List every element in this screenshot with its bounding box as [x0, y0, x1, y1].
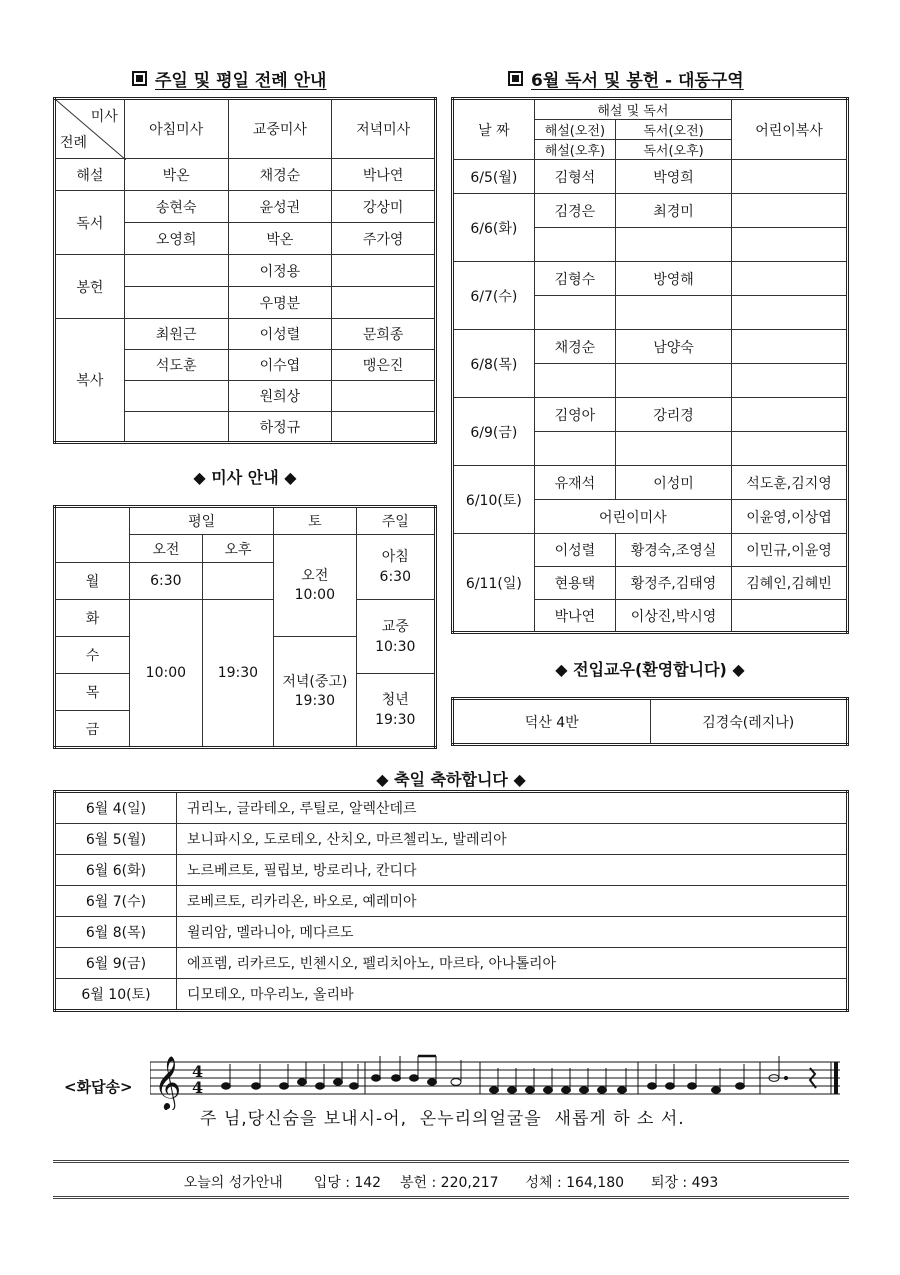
cell: 주가영: [332, 223, 436, 255]
cell: [732, 330, 848, 364]
liturgy-table: [53, 97, 437, 444]
col-header: 날 짜: [453, 99, 535, 160]
sun-1-cell: 아침 6:30: [356, 535, 435, 600]
hymn-recessional: 퇴장 : 493: [650, 1175, 719, 1191]
welcome-table: [451, 697, 849, 746]
feast-heading: ◆ 축일 축하합니다 ◆: [376, 770, 526, 789]
cell: [732, 160, 848, 194]
date-cell: 6/9(금): [453, 398, 535, 466]
col-header: 오후: [202, 535, 274, 563]
cell: [124, 412, 228, 443]
table-row: [55, 855, 848, 886]
cell: [732, 600, 848, 633]
table-row: [55, 948, 848, 979]
row-label: 독서: [55, 191, 125, 255]
weekday-am-cell: 10:00: [130, 600, 203, 748]
cell: 김형수: [534, 262, 615, 296]
col-header: 독서(오후): [616, 140, 732, 160]
row-label: 해설: [55, 159, 125, 191]
liturgy-heading: 주일 및 평일 전례 안내: [132, 66, 326, 91]
square-bullet-icon: [508, 71, 523, 86]
cell: 김영아: [534, 398, 615, 432]
cell: [732, 262, 848, 296]
table-row: [55, 792, 848, 824]
cell: 강리경: [616, 398, 732, 432]
date-cell: 6/10(토): [453, 466, 535, 534]
cell: 이성미: [616, 466, 732, 500]
sat-pm-cell: 저녁(중고) 19:30: [274, 637, 356, 748]
cell: [732, 398, 848, 432]
cell: 석도훈,김지영: [732, 466, 848, 500]
welcome-heading: ◆ 전입교우(환영합니다) ◆: [555, 660, 745, 679]
cell: 박나연: [534, 600, 615, 633]
cell: [732, 194, 848, 228]
cell: [732, 364, 848, 398]
welcome-area: 덕산 4반: [453, 699, 651, 745]
cell: 하정규: [228, 412, 332, 443]
cell: [732, 432, 848, 466]
cell: [124, 381, 228, 412]
cell: 우명분: [228, 287, 332, 319]
cell: [616, 296, 732, 330]
divider-bottom: [53, 1196, 849, 1199]
feast-date: 6월 5(월): [55, 824, 177, 855]
feast-names: 보니파시오, 도로테오, 산치오, 마르첼리노, 발레리아: [177, 824, 848, 855]
hymn-offertory: 봉헌 : 220,217: [400, 1175, 499, 1191]
cell: 방영해: [616, 262, 732, 296]
cell: [616, 432, 732, 466]
cell: [534, 228, 615, 262]
cell: 원희상: [228, 381, 332, 412]
row-label: 복사: [55, 319, 125, 443]
cell: 김경은: [534, 194, 615, 228]
cell: 박온: [124, 159, 228, 191]
cell: 박온: [228, 223, 332, 255]
cell: [616, 228, 732, 262]
day-label: 화: [55, 600, 130, 637]
corner-bottom-label: 전례: [60, 135, 88, 151]
row-label: 봉헌: [55, 255, 125, 319]
feast-date: 6월 6(화): [55, 855, 177, 886]
reading-schedule-table: [451, 97, 849, 634]
cell: 김형석: [534, 160, 615, 194]
cell: 이성렬: [534, 534, 615, 567]
cell: 문희종: [332, 319, 436, 350]
psalm-lyrics: 주 님,당신숨을 보내시-어, 온누리의얼굴을 새롭게 하 소 서.: [200, 1109, 685, 1129]
cell: 석도훈: [124, 350, 228, 381]
col-header: 오전: [130, 535, 203, 563]
kids-mass-cell: 어린이미사: [534, 500, 731, 534]
square-bullet-icon: [132, 71, 147, 86]
table-row: [55, 886, 848, 917]
mon-pm-cell: [202, 563, 274, 600]
col-header: 저녁미사: [332, 99, 436, 159]
col-header: 독서(오전): [616, 120, 732, 140]
weekday-pm-cell: 19:30: [202, 600, 274, 748]
corner-top-label: 미사: [90, 109, 118, 125]
cell: 이윤영,이상엽: [732, 500, 848, 534]
divider-top: [53, 1160, 849, 1163]
cell: 이성렬: [228, 319, 332, 350]
sat-am-cell: 오전 10:00: [274, 535, 356, 637]
cell: 황경숙,조영실: [616, 534, 732, 567]
col-header: 아침미사: [124, 99, 228, 159]
cell: 황정주,김태영: [616, 567, 732, 600]
feast-names: 윌리암, 멜라니아, 메다르도: [177, 917, 848, 948]
cell: [534, 296, 615, 330]
col-header: 교중미사: [228, 99, 332, 159]
welcome-name: 김경숙(레지나): [650, 699, 848, 745]
sun-3-cell: 청년 19:30: [356, 674, 435, 748]
cell: 윤성권: [228, 191, 332, 223]
psalm-label: <화답송>: [64, 1078, 133, 1096]
date-cell: 6/7(수): [453, 262, 535, 330]
mass-heading: ◆ 미사 안내 ◆: [193, 468, 297, 487]
cell: 강상미: [332, 191, 436, 223]
cell: 박영희: [616, 160, 732, 194]
empty-corner: [55, 507, 130, 563]
mass-table: [53, 505, 437, 749]
svg-text:4: 4: [192, 1078, 204, 1097]
cell: [732, 296, 848, 330]
cell: [534, 364, 615, 398]
cell: [332, 255, 436, 287]
date-cell: 6/5(월): [453, 160, 535, 194]
cell: 현용택: [534, 567, 615, 600]
cell: [124, 255, 228, 287]
hymn-title: 오늘의 성가안내: [183, 1175, 283, 1191]
sun-2-cell: 교중 10:30: [356, 600, 435, 674]
day-label: 금: [55, 711, 130, 748]
cell: 채경순: [534, 330, 615, 364]
reading-schedule-heading: 6월 독서 및 봉헌 - 대동구역: [508, 66, 744, 91]
feast-names: 로베르토, 리카리온, 바오로, 예레미아: [177, 886, 848, 917]
col-header: 주일: [356, 507, 435, 535]
date-cell: 6/6(화): [453, 194, 535, 262]
cell: 최원근: [124, 319, 228, 350]
corner-cell: [55, 99, 125, 159]
hymn-communion: 성체 : 164,180: [525, 1175, 625, 1191]
cell: 김혜인,김혜빈: [732, 567, 848, 600]
col-header: 해설(오후): [534, 140, 615, 160]
cell: [332, 287, 436, 319]
cell: 남양숙: [616, 330, 732, 364]
svg-text:4: 4: [192, 1062, 204, 1081]
col-header: 토: [274, 507, 356, 535]
cell: 이수엽: [228, 350, 332, 381]
cell: 맹은진: [332, 350, 436, 381]
cell: 유재석: [534, 466, 615, 500]
cell: 채경순: [228, 159, 332, 191]
cell: [332, 412, 436, 443]
feast-table: [53, 790, 849, 1012]
feast-names: 에프렘, 리카르도, 빈첸시오, 펠리치아노, 마르타, 아나톨리아: [177, 948, 848, 979]
feast-names: 디모테오, 마우리노, 올리바: [177, 979, 848, 1011]
day-label: 목: [55, 674, 130, 711]
cell: 송현숙: [124, 191, 228, 223]
cell: [534, 432, 615, 466]
table-row: [55, 824, 848, 855]
table-row: [55, 979, 848, 1011]
cell: 오영희: [124, 223, 228, 255]
feast-date: 6월 7(수): [55, 886, 177, 917]
hymn-entrance: 입당 : 142: [313, 1175, 382, 1191]
day-label: 수: [55, 637, 130, 674]
cell: 이민규,이윤영: [732, 534, 848, 567]
feast-date: 6월 4(일): [55, 792, 177, 824]
svg-text:𝄞: 𝄞: [154, 1055, 182, 1109]
music-staff-icon: [150, 1040, 840, 1110]
cell: [732, 228, 848, 262]
col-header: 평일: [130, 507, 274, 535]
cell: 이정용: [228, 255, 332, 287]
feast-names: 귀리노, 글라테오, 루틸로, 알렉산데르: [177, 792, 848, 824]
mon-am-cell: 6:30: [130, 563, 203, 600]
col-header: 어린이복사: [732, 99, 848, 160]
date-cell: 6/8(목): [453, 330, 535, 398]
feast-date: 6월 9(금): [55, 948, 177, 979]
table-row: [55, 917, 848, 948]
cell: [616, 364, 732, 398]
day-label: 월: [55, 563, 130, 600]
cell: 이상진,박시영: [616, 600, 732, 633]
col-header: 해설 및 독서: [534, 99, 731, 120]
cell: 박나연: [332, 159, 436, 191]
cell: 최경미: [616, 194, 732, 228]
hymn-guide: [53, 1172, 849, 1192]
feast-date: 6월 8(목): [55, 917, 177, 948]
feast-date: 6월 10(토): [55, 979, 177, 1011]
date-cell: 6/11(일): [453, 534, 535, 633]
cell: [332, 381, 436, 412]
feast-names: 노르베르토, 필립보, 방로리나, 칸디다: [177, 855, 848, 886]
col-header: 해설(오전): [534, 120, 615, 140]
cell: [124, 287, 228, 319]
